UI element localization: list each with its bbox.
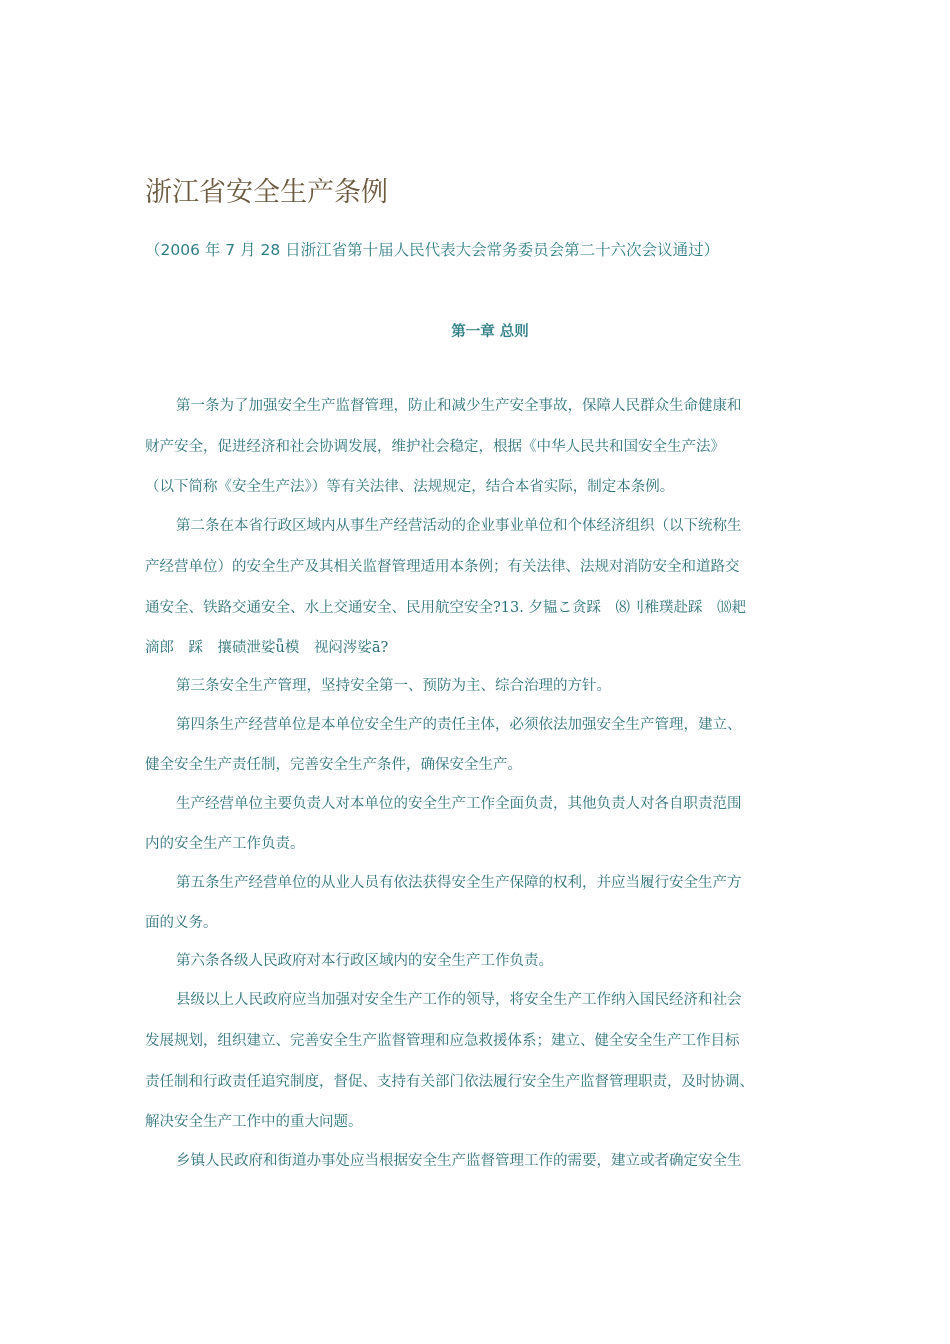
- body-line: 第五条生产经营单位的从业人员有依法获得安全生产保障的权利，并应当履行安全生产方: [176, 875, 742, 891]
- chapter-heading: 第一章 总则: [451, 324, 529, 340]
- body-line: 生产经营单位主要负责人对本单位的安全生产工作全面负责，其他负责人对各自职责范围: [176, 796, 742, 812]
- document-subtitle: （2006 年 7 月 28 日浙江省第十届人民代表大会常务委员会第二十六次会议通过）: [145, 241, 720, 259]
- body-line: 乡镇人民政府和街道办事处应当根据安全生产监督管理工作的需要，建立或者确定安全生: [176, 1153, 742, 1169]
- body-line: 县级以上人民政府应当加强对安全生产工作的领导，将安全生产工作纳入国民经济和社会: [176, 992, 742, 1008]
- body-line: 责任制和行政责任追究制度，督促、支持有关部门依法履行安全生产监督管理职责，及时协调、: [145, 1074, 754, 1090]
- document-title: 浙江省安全生产条例: [145, 177, 388, 208]
- body-line: 内的安全生产工作负责。: [145, 836, 305, 852]
- body-line: 第四条生产经营单位是本单位安全生产的责任主体，必须依法加强安全生产管理，建立、: [176, 717, 742, 733]
- body-line: 解决安全生产工作中的重大问题。: [145, 1114, 363, 1130]
- body-line: 第三条安全生产管理，坚持安全第一、预防为主、综合治理的方针。: [176, 678, 611, 694]
- body-line: 第二条在本省行政区域内从事生产经营活动的企业事业单位和个体经济组织（以下统称生: [176, 518, 742, 534]
- body-line: 产经营单位）的安全生产及其相关监督管理适用本条例；有关法律、法规对消防安全和道路交: [145, 559, 740, 575]
- body-line: 通安全、铁路交通安全、水上交通安全、民用航空安全?13. 夕韫こ贪踩 ⑻刂稚璞赴踩 ⒅耙: [145, 600, 746, 616]
- body-line: 第六条各级人民政府对本行政区域内的安全生产工作负责。: [176, 953, 553, 969]
- body-line: 发展规划，组织建立、完善安全生产监督管理和应急救援体系；建立、健全安全生产工作目标: [145, 1033, 740, 1049]
- body-line: （以下简称《安全生产法》）等有关法律、法规规定，结合本省实际，制定本条例。: [145, 479, 675, 495]
- body-line: 健全安全生产责任制，完善安全生产条件，确保安全生产。: [145, 757, 522, 773]
- document-body: [145, 386, 810, 1182]
- body-line: 第一条为了加强安全生产监督管理，防止和减少生产安全事故，保障人民群众生命健康和: [176, 398, 742, 414]
- body-line: 面的义务。: [145, 915, 218, 931]
- body-line: 财产安全，促进经济和社会协调发展，维护社会稳定，根据《中华人民共和国安全生产法》: [145, 439, 725, 455]
- body-line: 滴郎 踩 攘碛泄娑ǖ模 视闷涔娑ā?: [145, 640, 389, 656]
